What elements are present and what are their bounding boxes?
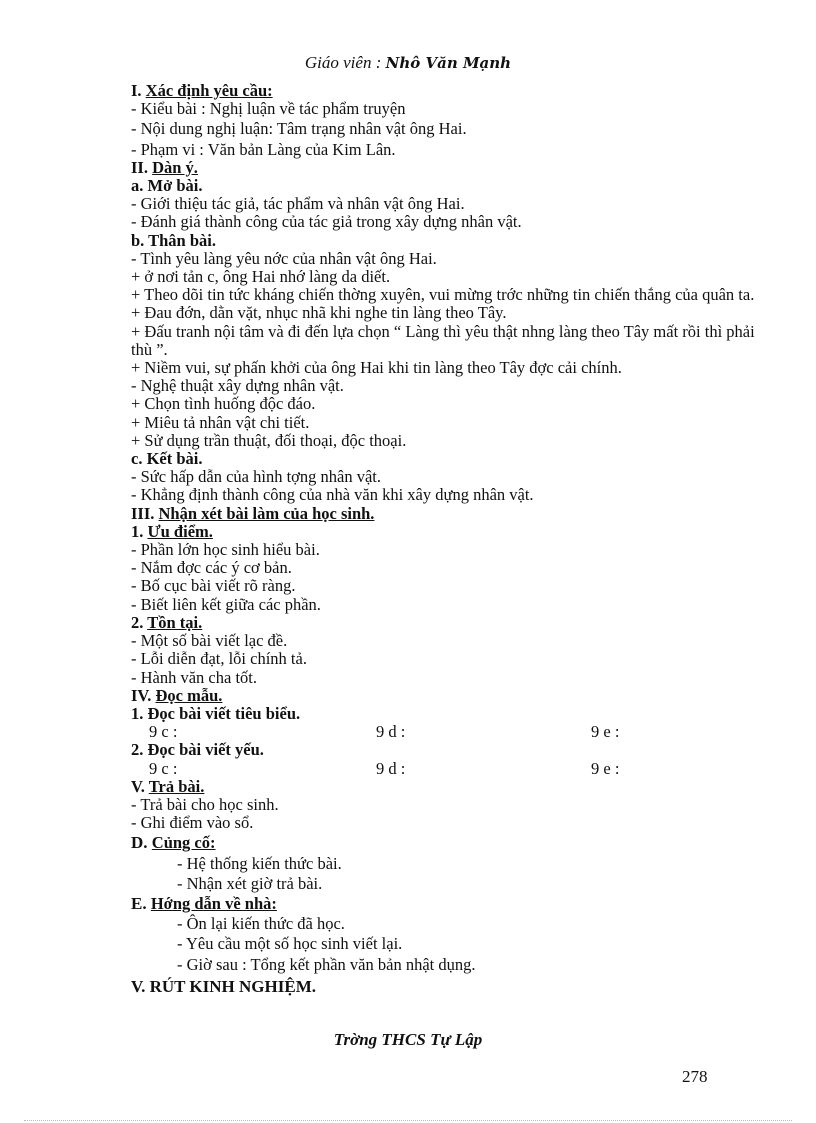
subsection-a-heading: a. Mở bài.: [131, 176, 203, 196]
school-name: Trờng THCS Tự Lập: [333, 1030, 483, 1049]
subsection-c-heading: c. Kết bài.: [131, 449, 203, 469]
list-item: + Chọn tình huống độc đáo.: [131, 394, 316, 414]
list-item: - Đánh giá thành công của tác giả trong xây dựng nhân vật.: [131, 212, 522, 232]
class-9d: 9 d :: [376, 758, 406, 778]
section-5-heading: V. Trả bài.: [131, 776, 205, 796]
section-2-heading: II. Dàn ý.: [131, 157, 198, 177]
list-item: - Biết liên kết giữa các phần.: [131, 594, 321, 614]
list-item: + Sử dụng trần thuật, đối thoại, độc thoại.: [131, 430, 407, 450]
list-item: - Nội dung nghị luận: Tâm trạng nhân vật ông Hai.: [131, 119, 467, 139]
section-1-heading: I. Xác định yêu cầu:: [131, 81, 273, 100]
list-item: - Yêu cầu một số học sinh viết lại.: [177, 934, 403, 954]
list-item: - Phạm vi : Văn bản Làng của Kim Lân.: [131, 139, 396, 159]
class-9e: 9 e :: [591, 758, 620, 778]
read-good-heading: 1. Đọc bài viết tiêu biểu.: [131, 703, 301, 723]
list-item: - Lỗi diễn đạt, lỗi chính tả.: [131, 649, 307, 669]
class-9d: 9 d :: [376, 722, 406, 742]
subsection-b-heading: b. Thân bài.: [131, 230, 216, 250]
list-item: - Hệ thống kiến thức bài.: [177, 853, 342, 873]
lessons-learned-heading: V. RÚT KINH NGHIỆM.: [131, 976, 316, 996]
class-row: [131, 760, 771, 778]
list-item: - Trả bài cho học sinh.: [131, 794, 279, 814]
page-number: 278: [682, 1067, 708, 1086]
list-item: - Bố cục bài viết rõ ràng.: [131, 576, 296, 596]
weaknesses-heading: 2. Tồn tại.: [131, 612, 203, 632]
list-item: - Nghệ thuật xây dựng nhân vật.: [131, 376, 344, 396]
document-body: [131, 82, 771, 996]
list-item: - Sức hấp dẫn của hình tợng nhân vật.: [131, 467, 381, 487]
list-item: - Nắm đợc các ý cơ bản.: [131, 558, 292, 578]
list-item: + Đau đớn, dằn vặt, nhục nhã khi nghe tin làng theo Tây.: [131, 303, 507, 323]
list-item: - Ôn lại kiến thức đã học.: [177, 914, 345, 934]
list-item: + Theo dõi tin tức kháng chiến thờng xuyên, vui mừng trớc những tin chiến thắng của quân ta.: [131, 285, 755, 305]
section-d-heading: D. Củng cố:: [131, 833, 216, 853]
list-item: - Giới thiệu tác giả, tác phẩm và nhân vật ông Hai.: [131, 194, 465, 214]
list-item: - Khẳng định thành công của nhà văn khi xây dựng nhân vật.: [131, 485, 534, 505]
class-row: [131, 723, 771, 741]
read-weak-heading: 2. Đọc bài viết yếu.: [131, 740, 264, 760]
strengths-heading: 1. Ưu điểm.: [131, 521, 213, 541]
list-item: - Hành văn cha tốt.: [131, 667, 257, 687]
list-item: + Miêu tả nhân vật chi tiết.: [131, 412, 310, 432]
class-9c: 9 c :: [149, 722, 178, 742]
teacher-name: Nhô Văn Mạnh: [385, 54, 512, 72]
list-item: - Ghi điểm vào sổ.: [131, 813, 254, 833]
list-item: - Giờ sau : Tổng kết phần văn bản nhật dụng.: [177, 954, 476, 974]
list-item: - Nhận xét giờ trả bài.: [177, 873, 323, 893]
header-prefix: Giáo viên :: [304, 53, 386, 72]
list-item: + Niềm vui, sự phấn khởi của ông Hai khi tin làng theo Tây đợc cải chính.: [131, 358, 622, 378]
class-9e: 9 e :: [591, 722, 620, 742]
section-e-heading: E. Hớng dẫn về nhà:: [131, 893, 277, 913]
class-9c: 9 c :: [149, 758, 178, 778]
page-bottom-divider: [24, 1120, 792, 1121]
list-item: + Đấu tranh nội tâm và đi đến lựa chọn “ Làng thì yêu thật nhng làng theo Tây mất rồi thì phải thù ”.: [131, 321, 755, 359]
list-item: + ở nơi tản c, ông Hai nhớ làng da diết.: [131, 267, 391, 287]
section-3-heading: III. Nhận xét bài làm của học sinh.: [131, 503, 375, 523]
list-item: - Kiểu bài : Nghị luận về tác phẩm truyện: [131, 99, 406, 119]
list-item: - Tình yêu làng yêu nớc của nhân vật ông Hai.: [131, 248, 437, 268]
page-header: [0, 53, 816, 73]
section-4-heading: IV. Đọc mẫu.: [131, 685, 223, 705]
list-item: - Một số bài viết lạc đề.: [131, 631, 288, 651]
list-item: - Phần lớn học sinh hiểu bài.: [131, 540, 320, 560]
